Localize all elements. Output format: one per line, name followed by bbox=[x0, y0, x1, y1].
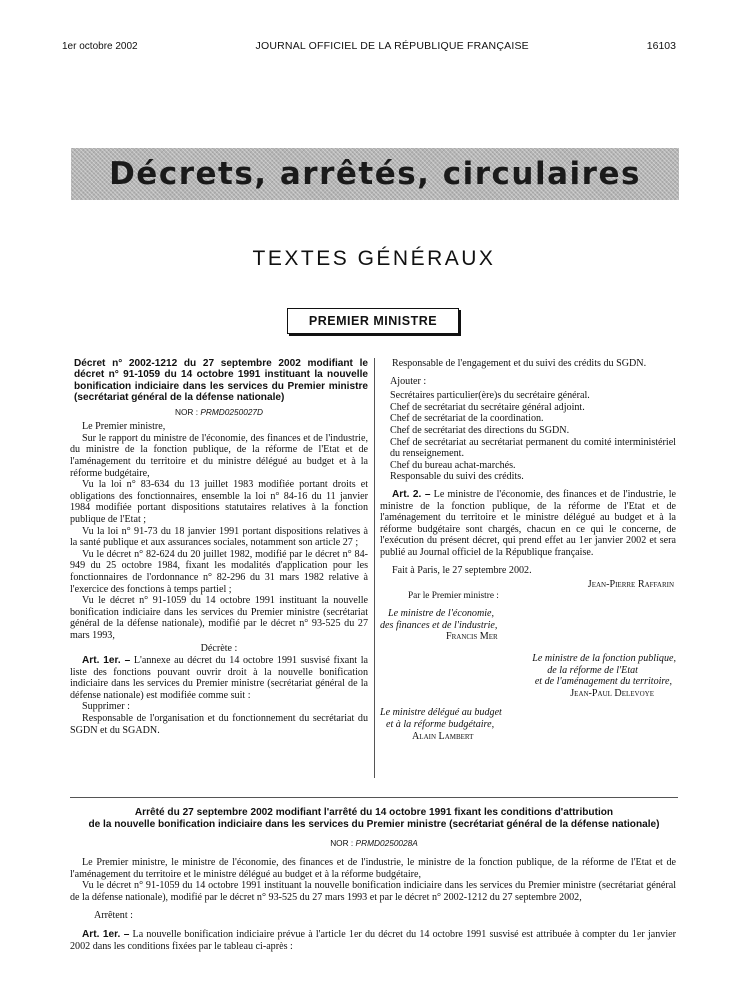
minister-budget-line: et à la réforme budgétaire, bbox=[386, 719, 495, 731]
list-item: Chef de secrétariat des directions du SGDN. bbox=[390, 424, 570, 436]
minister-fp-line: et de l'aménagement du territoire, bbox=[534, 676, 672, 688]
ministry-heading: PREMIER MINISTRE bbox=[287, 308, 459, 334]
arrete-body bbox=[70, 857, 676, 952]
running-header bbox=[62, 40, 676, 52]
minister-economy-line: Le ministre de l'économie, bbox=[388, 608, 495, 620]
article-1-label: Art. 1er. – bbox=[82, 655, 131, 667]
arrete-title-line: de la nouvelle bonification indiciaire dans les services du Premier ministre (secrétariat général de la défense nationale) bbox=[88, 818, 660, 830]
list-item: Secrétaires particulier(ère)s du secrétaire général. bbox=[390, 390, 590, 402]
arrete-title bbox=[70, 807, 678, 830]
fait-a-paris: Fait à Paris, le 27 septembre 2002. bbox=[392, 564, 532, 576]
list-item: Responsable de l'engagement et du suivi des crédits du SGDN. bbox=[392, 358, 647, 369]
decree-paragraph: Sur le rapport du ministre de l'économie, des finances et de l'industrie, du ministre de la fonction publique, de la réforme de l'Etat et de l'aménagement du territoire et du ministre délégué au budget et à la réforme budgétaire, bbox=[70, 432, 368, 479]
signature-delevoye: Jean-Paul Delevoye bbox=[570, 687, 654, 699]
minister-fp-line: Le ministre de la fonction publique, bbox=[532, 653, 676, 665]
par-le-premier-ministre: Par le Premier ministre : bbox=[408, 590, 499, 601]
list-item: Chef du bureau achat-marchés. bbox=[390, 459, 516, 471]
arrete-paragraph: Vu le décret n° 91-1059 du 14 octobre 1991 instituant la nouvelle bonification indiciaire dans les services du Premier ministre (secrétariat général de la défense nationale), modifié par le décret n° 93-525 du 27 mars 1993 et par le décret n° 2002-1212 du 27 septembre 2002, bbox=[70, 880, 676, 903]
article-2 bbox=[380, 489, 676, 559]
column-divider bbox=[374, 358, 375, 778]
article-2-label: Art. 2. – bbox=[392, 488, 431, 500]
arrete-nor-code: PRMD0250028A bbox=[355, 838, 418, 848]
article-2-text: Le ministre de l'économie, des finances et de l'industrie, le ministre de la fonction publique, de la réforme de l'Etat et de l'aménagement du territoire et le ministre délégué au budget et à la réforme budgétaire sont chargés, chacun en ce qui le concerne, de l'exécution du présent décret, qui prend effet au 1er janvier 2002 et sera publié au Journal officiel de la République française. bbox=[380, 488, 676, 558]
header-date: 1er octobre 2002 bbox=[62, 41, 138, 52]
list-item: Chef de secrétariat du secrétaire général adjoint. bbox=[390, 401, 585, 413]
arrete-nor bbox=[0, 838, 748, 848]
decree-title: Décret n° 2002-1212 du 27 septembre 2002 modifiant le décret n° 91-1059 du 14 octobre 1991 instituant la nouvelle bonification indiciaire dans les services du Premier ministre (secrétariat général de la défense nationale) bbox=[74, 358, 368, 404]
decree-paragraph: Vu le décret n° 82-624 du 20 juillet 1982, modifié par le décret n° 84-949 du 25 octobre 1984, fixant les modalités d'application pour les fonctionnaires de l'ordonnance n° 82-296 du 31 mars 1982 relative à l'exercice des fonctions à temps partiel ; bbox=[70, 548, 368, 595]
supprimer-item: Responsable de l'organisation et du fonctionnement du secrétariat du SGDN et du SGADN. bbox=[70, 713, 368, 736]
decree-paragraph: Vu la loi n° 91-73 du 18 janvier 1991 portant dispositions relatives à la santé publique et aux assurances sociales, notamment son article 27 ; bbox=[70, 525, 368, 549]
arrete-paragraph: Le Premier ministre, le ministre de l'économie, des finances et de l'industrie, le ministre de la fonction publique, de la réforme de l'Etat et de l'aménagement du territoire et le ministre délégué au budget et à la réforme budgétaire, bbox=[70, 857, 676, 880]
decree-paragraph: Le Premier ministre, bbox=[82, 421, 166, 433]
decree-paragraph: Vu le décret n° 91-1059 du 14 octobre 1991 instituant la nouvelle bonification indiciaire dans les services du Premier ministre (secrétariat général de la défense nationale), modifié par le décret n° 93-525 du 27 mars 1993, bbox=[70, 595, 368, 641]
ajouter-label: Ajouter : bbox=[390, 375, 427, 387]
decree-nor-label: NOR : bbox=[174, 406, 201, 417]
list-item: Chef de secrétariat de la coordination. bbox=[390, 413, 544, 425]
arretent-heading: Arrêtent : bbox=[94, 910, 133, 922]
minister-fp-line: de la réforme de l'Etat bbox=[547, 664, 638, 676]
signature-mer: Francis Mer bbox=[446, 631, 498, 643]
banner-title: Décrets, arrêtés, circulaires bbox=[109, 156, 641, 192]
arrete-nor-label: NOR : bbox=[330, 838, 356, 848]
arrete-title-line: Arrêté du 27 septembre 2002 modifiant l'arrêté du 14 octobre 1991 fixant les conditions d'attribution bbox=[134, 807, 614, 818]
article-1-text: L'annexe au décret du 14 octobre 1991 susvisé fixant la liste des fonctions pouvant ouvrir droit à la nouvelle bonification indiciaire dans les services du Premier ministre (secrétariat général de la défense nationale) est modifiée comme suit : bbox=[70, 655, 368, 701]
decree-nor bbox=[70, 407, 368, 419]
right-column bbox=[380, 358, 676, 742]
decree-nor-code: PRMD0250027D bbox=[200, 406, 264, 417]
signature-lambert: Alain Lambert bbox=[412, 730, 474, 742]
minister-economy-line: des finances et de l'industrie, bbox=[380, 619, 498, 631]
signature-raffarin: Jean-Pierre Raffarin bbox=[587, 579, 674, 591]
section-banner bbox=[71, 148, 679, 200]
section-separator bbox=[70, 797, 678, 798]
arrete-article-1-label: Art. 1er. – bbox=[82, 928, 130, 940]
arrete-article-1 bbox=[70, 929, 676, 952]
decrete-heading: Décrète : bbox=[200, 642, 238, 654]
section-title: TEXTES GÉNÉRAUX bbox=[252, 247, 496, 270]
supprimer-label: Supprimer : bbox=[82, 701, 130, 713]
header-journal-title: JOURNAL OFFICIEL DE LA RÉPUBLIQUE FRANÇAISE bbox=[255, 40, 529, 52]
left-column bbox=[70, 358, 368, 736]
minister-budget-line: Le ministre délégué au budget bbox=[380, 707, 502, 719]
header-page-number: 16103 bbox=[646, 40, 676, 52]
arrete-article-1-text: La nouvelle bonification indiciaire prévue à l'article 1er du décret du 14 octobre 1991 susvisé est attribuée à compter du 1er janvier 2002 dans les conditions fixées par le tableau ci-après : bbox=[70, 928, 676, 952]
list-item: Chef de secrétariat au secrétariat permanent du comité interministériel du renseignement. bbox=[390, 436, 676, 460]
decree-paragraph: Vu la loi n° 83-634 du 13 juillet 1983 modifiée portant droits et obligations des fonctionnaires, ensemble la loi n° 84-16 du 11 janvier 1984 modifiée portant dispositions statutaires relatives à la fonction publique de l'Etat ; bbox=[70, 479, 368, 525]
article-1 bbox=[70, 655, 368, 701]
list-item: Responsable du suivi des crédits. bbox=[390, 471, 524, 483]
